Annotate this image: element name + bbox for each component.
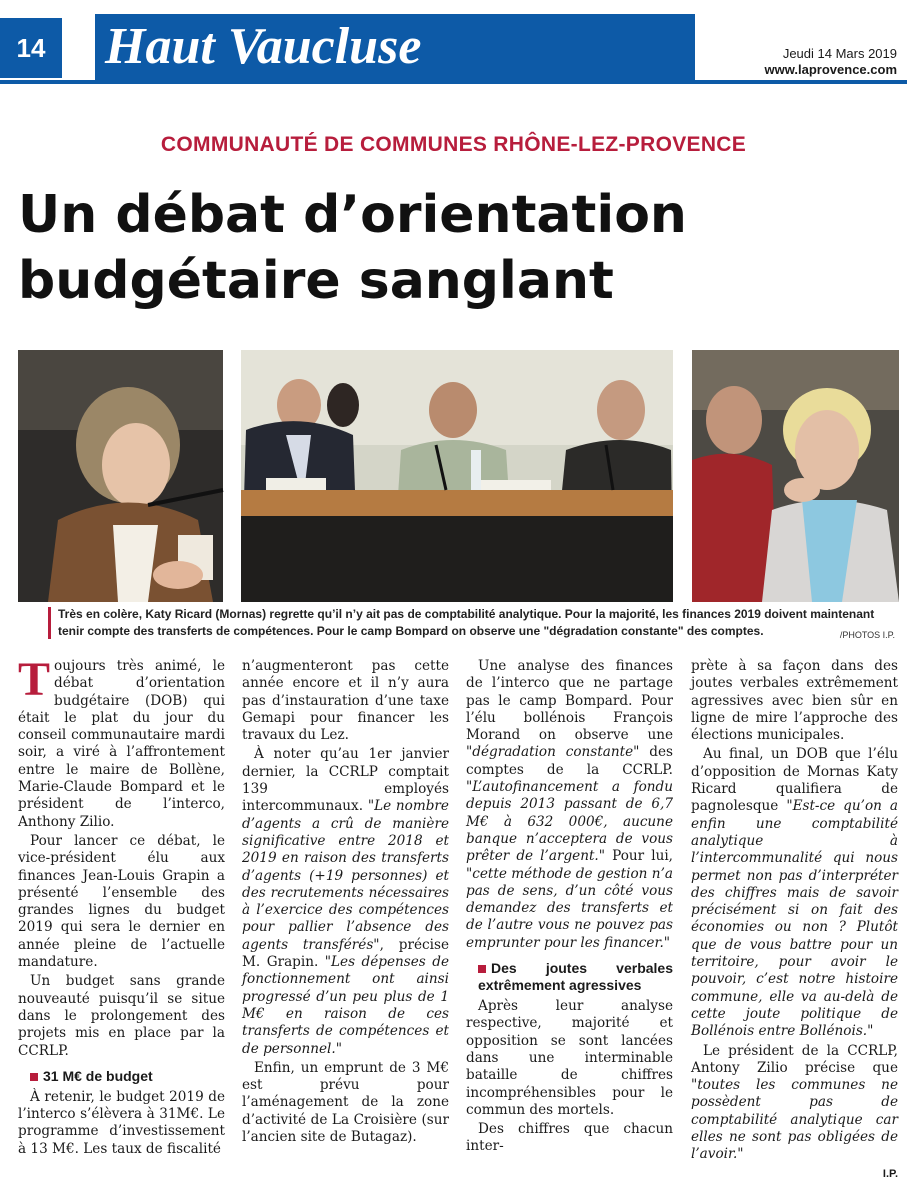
paragraph [242, 746, 449, 1057]
paragraph: prète à sa façon dans des joutes verbales extrêmement agressives avec bien sûr en ligne de mire l’approche des élections municipales. [691, 658, 898, 744]
subheading-text: Des joutes verbales extrêmement agressives [478, 960, 673, 994]
quote: "cette méthode de gestion n’a pas de sens, d’un côté vous demandez des transferts et de l’autre vous ne pouvez pas emprunter pour les financer." [466, 865, 673, 951]
quote: "Les dépenses de fonctionnement ont ainsi progressé d’un peu plus de 1 M€ en raison de ces transferts de compétences et de personnel." [242, 954, 449, 1057]
article-column-4 [691, 658, 898, 1183]
author-signature: I.P. [882, 1167, 898, 1180]
article-column-2 [242, 658, 449, 1148]
caption-accent-bar [48, 607, 51, 639]
paragraph-text: À noter qu’au 1er janvier dernier, la CCRLP comptait 139 employés intercommunaux. [242, 746, 449, 815]
paragraph [466, 658, 673, 952]
photo-katy-ricard [18, 350, 223, 602]
quote: "dégradation constante" [466, 744, 640, 761]
website-link[interactable]: www.laprovence.com [764, 62, 897, 77]
paragraph: À retenir, le budget 2019 de l’interco s’élèvera à 31M€. Le programme d’investissement à 13 M€. Les taux de fiscalité [18, 1088, 225, 1157]
paragraph-text: Pour lui, [605, 848, 673, 865]
page-number: 14 [0, 18, 62, 78]
paragraph [18, 653, 225, 831]
bullet-square-icon [478, 965, 486, 973]
photo-audience [692, 350, 899, 602]
photo-audience-image [692, 350, 899, 602]
subheading [478, 960, 673, 994]
headline-line-2: budgétaire sanglant [18, 251, 614, 311]
subheading-text: 31 M€ de budget [43, 1067, 153, 1084]
paragraph-text: oujours très animé, le débat d’orientation budgétaire (DOB) qui était le plat du jour du conseil communautaire mardi soir, a viré à l’affrontement entre le maire de Bollène, Marie-Claude Bompard et le président de l’interco, Anthony Zilio. [18, 658, 225, 830]
article-kicker: COMMUNAUTÉ DE COMMUNES RHÔNE-LEZ-PROVENCE [160, 133, 747, 156]
drop-cap: T [18, 653, 51, 706]
quote: "toutes les communes ne possèdent pas de comptabilité analytique car elles ne sont pas obligées de l’avoir." [691, 1077, 898, 1163]
photo-katy-ricard-image [18, 350, 223, 602]
quote: "Est-ce qu’on a enfin une comptabilité analytique à l’intercommunalité qui nous permet non pas d’interpréter des chiffres mais de savoir précisément si on fait des économies ou non ? Plutôt que de vous battre pour un territoire, pour avoir le pouvoir, c’est notre histoire commune, elle va au-delà de cette joute politique de Bollénois entre Bollénois." [691, 798, 898, 1040]
paragraph-text: des comptes de la CCRLP. [466, 744, 673, 778]
issue-date: Jeudi 14 Mars 2019 [782, 46, 897, 61]
photo-council-table [241, 350, 673, 602]
photo-council-table-image [241, 350, 673, 602]
paragraph: Un budget sans grande nouveauté puisqu’il se situe dans le prolongement des projets mis en place par la CCRLP. [18, 973, 225, 1059]
paragraph [691, 1043, 898, 1164]
paragraph-text: Le président de la CCRLP, Antony Zilio précise que [691, 1042, 898, 1076]
section-band [95, 14, 695, 80]
paragraph-text: , précise M. Grapin. [242, 936, 450, 971]
quote: "L’autofinancement a fondu depuis 2013 passant de 6,7 M€ à 632 000€, aucune banque n’acceptera de vous prêter de l’argent." [466, 779, 673, 865]
page-header [0, 0, 907, 96]
paragraph-text: Une analyse des finances de l’interco que ne partage pas le camp Bompard. Pour l’élu bollénois François Morand on observe une [466, 658, 673, 744]
paragraph-text: Au final, un DOB que l’élu d’opposition de Mornas Katy Ricard qualifiera de pagnolesque [691, 746, 898, 815]
subheading [30, 1068, 225, 1085]
paragraph [691, 746, 898, 1040]
paragraph: Enfin, un emprunt de 3 M€ est prévu pour l’aménagement de la zone d’activité de La Croisière (sur l’ancien site de Butagaz). [242, 1059, 449, 1146]
section-title: Haut Vaucluse [105, 18, 422, 75]
header-rule [0, 80, 907, 84]
headline-line-1: Un débat d’orientation [18, 185, 687, 245]
photo-caption: Très en colère, Katy Ricard (Mornas) regrette qu’il n’y ait pas de comptabilité analytique. Pour la majorité, les finances 2019 doivent maintenant tenir compte des transferts de compétences. Pour le camp Bompard on observe une "dégradation constante" des comptes. [58, 607, 875, 638]
article-column-3 [466, 658, 673, 1158]
paragraph: Des chiffres que chacun inter- [466, 1121, 673, 1155]
article-column-1 [18, 653, 225, 1160]
bullet-square-icon [30, 1073, 38, 1081]
photo-credit: /PHOTOS I.P. [839, 630, 895, 640]
paragraph: Pour lancer ce débat, le vice-président élu aux finances Jean-Louis Grapin a présenté l’ensemble des grandes lignes du budget 2019 qui sera le dernier en année pleine de l’actuelle mandature. [18, 832, 225, 971]
paragraph: Après leur analyse respective, majorité et opposition se sont lancées dans une interminable bataille de chiffres incompréhensibles pour le commun des mortels. [466, 998, 673, 1118]
paragraph: n’augmenteront pas cette année encore et il n’y aura pas d’instauration d’une taxe Gemapi pour financer les travaux du Lez. [242, 658, 449, 744]
quote: "Le nombre d’agents a crû de manière significative entre 2018 et 2019 en raison des transferts d’agents (+19 personnes) et des recrutements nécessaires à l’exercice des compétences pour pallier l’absence des agents transférés" [242, 798, 449, 953]
article-headline [18, 182, 878, 314]
